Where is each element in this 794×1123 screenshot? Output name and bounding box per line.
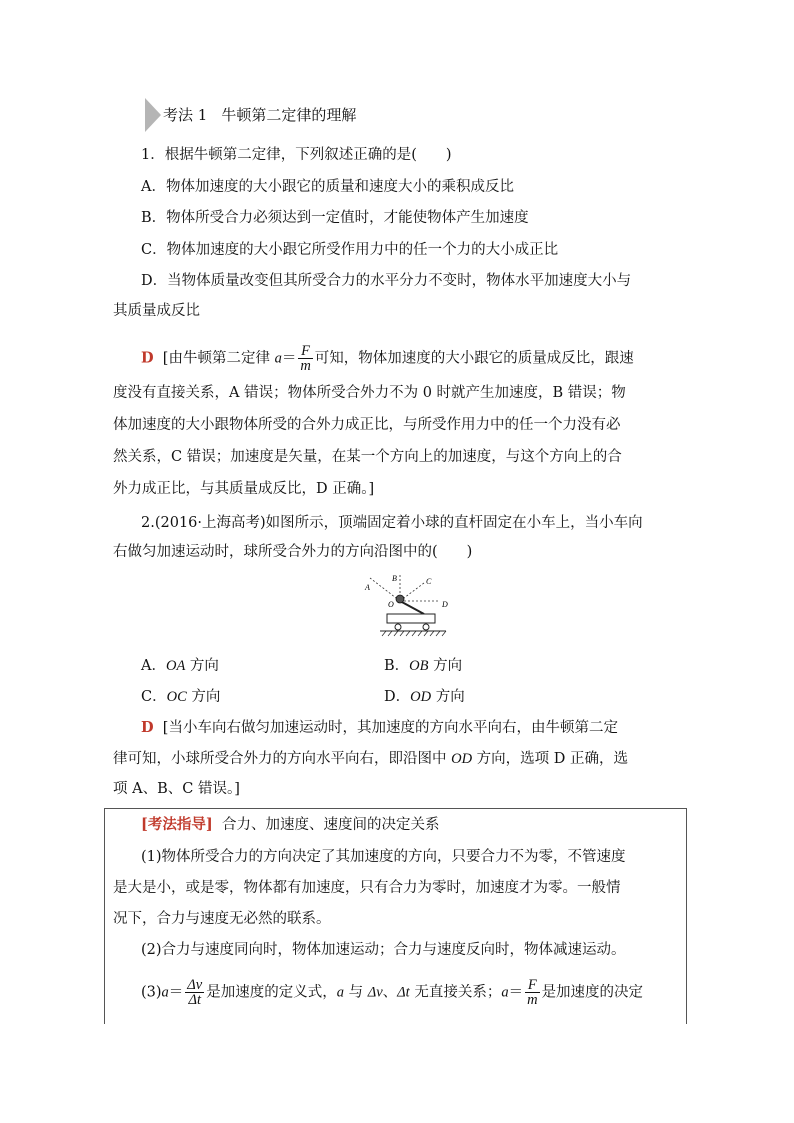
q2-stem-line1: 2.(2016·上海高考)如图所示，顶端固定着小球的直杆固定在小车上，当小车向: [141, 515, 643, 531]
q2-exp2-var: OD: [451, 751, 473, 767]
section-marker-arrow-icon: [145, 98, 161, 132]
q2-opt-b-letter: B．: [384, 658, 410, 674]
q2-option-b: [384, 656, 462, 676]
cart-wheel-left-icon: [395, 624, 401, 630]
cart-with-ball-figure: [362, 568, 462, 638]
q2-opt-c-letter: C．: [141, 689, 167, 705]
q2-option-d: [384, 687, 465, 707]
q1-option-a: A．物体加速度的大小跟它的质量和速度大小的乘积成反比: [141, 179, 514, 195]
guide-p3-sep: 、: [382, 984, 398, 1001]
guide-p3-a2: a: [336, 984, 344, 1001]
q1-explanation-line3: 体加速度的大小跟物体所受的合外力成正比，与所受作用力中的任一个力没有必: [113, 417, 621, 433]
cart-wheel-right-icon: [423, 624, 429, 630]
q2-explanation-line1: [141, 718, 618, 738]
guide-p3-dv: Δv: [367, 984, 383, 1001]
guide-p3-mid2: 与: [344, 984, 368, 1001]
guide-title: 合力、加速度、速度间的决定关系: [221, 817, 440, 833]
q1-frac-num: F: [298, 344, 312, 359]
q1-option-d-line1: D．当物体质量改变但其所受合力的水平分力不变时，物体水平加速度大小与: [141, 273, 632, 289]
guide-p3-mid1: 是加速度的定义式，: [206, 984, 337, 1001]
rod: [400, 601, 424, 614]
q2-exp2-pre: 律可知，小球所受合外力的方向水平向右，即沿图中: [113, 751, 452, 767]
q2-opt-b-text: 方向: [428, 658, 463, 674]
q1-exp-pre: [由牛顿第二定律: [162, 350, 275, 367]
q2-opt-b-var: OB: [409, 658, 429, 674]
guide-p2: (2)合力与速度同向时，物体加速运动；合力与速度反向时，物体减速运动。: [141, 942, 626, 958]
q2-opt-a-text: 方向: [185, 658, 219, 674]
guide-p3-pre: (3): [141, 984, 162, 1001]
q2-answer: D: [141, 719, 154, 736]
guide-frac2-den: m: [527, 992, 538, 1008]
section-number: 考法 1: [163, 106, 208, 124]
guide-tag: [考法指导]: [141, 816, 213, 833]
guide-p3: [141, 978, 643, 1007]
guide-frac1-num: Δv: [187, 977, 203, 993]
q2-explanation-line3: 项 A、B、C 错误。]: [113, 781, 240, 797]
q1-explanation-line4: 然关系，C 错误；加速度是矢量，在某一个方向上的加速度，与这个方向上的合: [113, 449, 622, 465]
q2-opt-a-letter: A．: [141, 658, 166, 674]
guide-fraction-dv-over-dt: [185, 978, 204, 1007]
q1-option-c: C．物体加速度的大小跟它所受作用力中的任一个力的大小成正比: [141, 242, 559, 258]
guide-p3-end: 是加速度的决定: [541, 984, 644, 1001]
label-a: A: [365, 583, 370, 592]
guide-fraction-f-over-m: [525, 978, 539, 1007]
q1-fraction-f-over-m: [298, 344, 312, 373]
q1-frac-den: m: [300, 358, 311, 374]
q2-opt-a-var: OA: [165, 658, 186, 674]
guide-p1-line1: (1)物体所受合力的方向决定了其加速度的方向，只要合力不为零，不管速度: [141, 849, 626, 865]
q1-explanation-line1: [141, 344, 634, 373]
q2-opt-d-letter: D．: [384, 689, 411, 705]
guide-p3-mid3: 无直接关系；: [409, 984, 502, 1001]
q2-stem-line2: 右做匀加速运动时，球所受合外力的方向沿图中的( ): [113, 544, 473, 560]
guide-p3-a: a: [161, 984, 169, 1001]
ground-hatching: [382, 631, 446, 636]
q2-explanation-line2: [113, 749, 628, 769]
q1-option-d-line2: 其质量成反比: [113, 303, 200, 319]
q2-exp2-post: 方向，选项 D 正确，选: [472, 751, 629, 767]
guide-frac1-den: Δt: [188, 992, 202, 1008]
label-d: D: [442, 600, 448, 609]
guide-p3-a3: a: [501, 984, 509, 1001]
section-title: [163, 104, 370, 125]
label-o: O: [388, 600, 394, 609]
q2-option-a: [141, 656, 219, 676]
guide-p3-eq2: ＝: [508, 984, 524, 1001]
guide-frac2-num: F: [525, 978, 539, 993]
ball-icon: [396, 595, 404, 603]
q1-exp-post: 可知，物体加速度的大小跟它的质量成反比，跟速: [314, 350, 634, 367]
guide-heading: [141, 815, 439, 835]
q1-option-b: B．物体所受合力必须达到一定值时，才能使物体产生加速度: [141, 210, 529, 226]
guide-p1-line3: 况下，合力与速度无必然的联系。: [113, 911, 331, 927]
q1-answer: D: [141, 349, 154, 367]
guide-p3-dt: Δt: [397, 984, 410, 1001]
q2-option-c: [141, 687, 220, 707]
guide-p3-eq: ＝: [168, 984, 184, 1001]
q2-opt-c-var: OC: [166, 689, 187, 705]
q1-exp-a: a: [274, 350, 282, 367]
q2-opt-d-var: OD: [410, 689, 432, 705]
q2-opt-d-text: 方向: [431, 689, 465, 705]
label-b: B: [392, 574, 397, 583]
q2-opt-c-text: 方向: [186, 689, 221, 705]
section-title-text: 牛顿第二定律的理解: [221, 106, 357, 124]
q1-stem: 1．根据牛顿第二定律，下列叙述正确的是( ): [141, 147, 452, 163]
q2-exp1-text: [当小车向右做匀加速运动时，其加速度的方向水平向右，由牛顿第二定: [162, 720, 618, 736]
q1-exp-eq: ＝: [281, 350, 297, 367]
guide-p1-line2: 是大是小，或是零，物体都有加速度，只有合力为零时，加速度才为零。一般情: [113, 880, 621, 896]
label-c: C: [426, 577, 432, 586]
q1-explanation-line2: 度没有直接关系，A 错误；物体所受合外力不为 0 时就产生加速度，B 错误；物: [113, 385, 626, 401]
cart-body: [387, 614, 435, 623]
q1-explanation-line5: 外力成正比，与其质量成反比，D 正确。]: [113, 481, 375, 497]
